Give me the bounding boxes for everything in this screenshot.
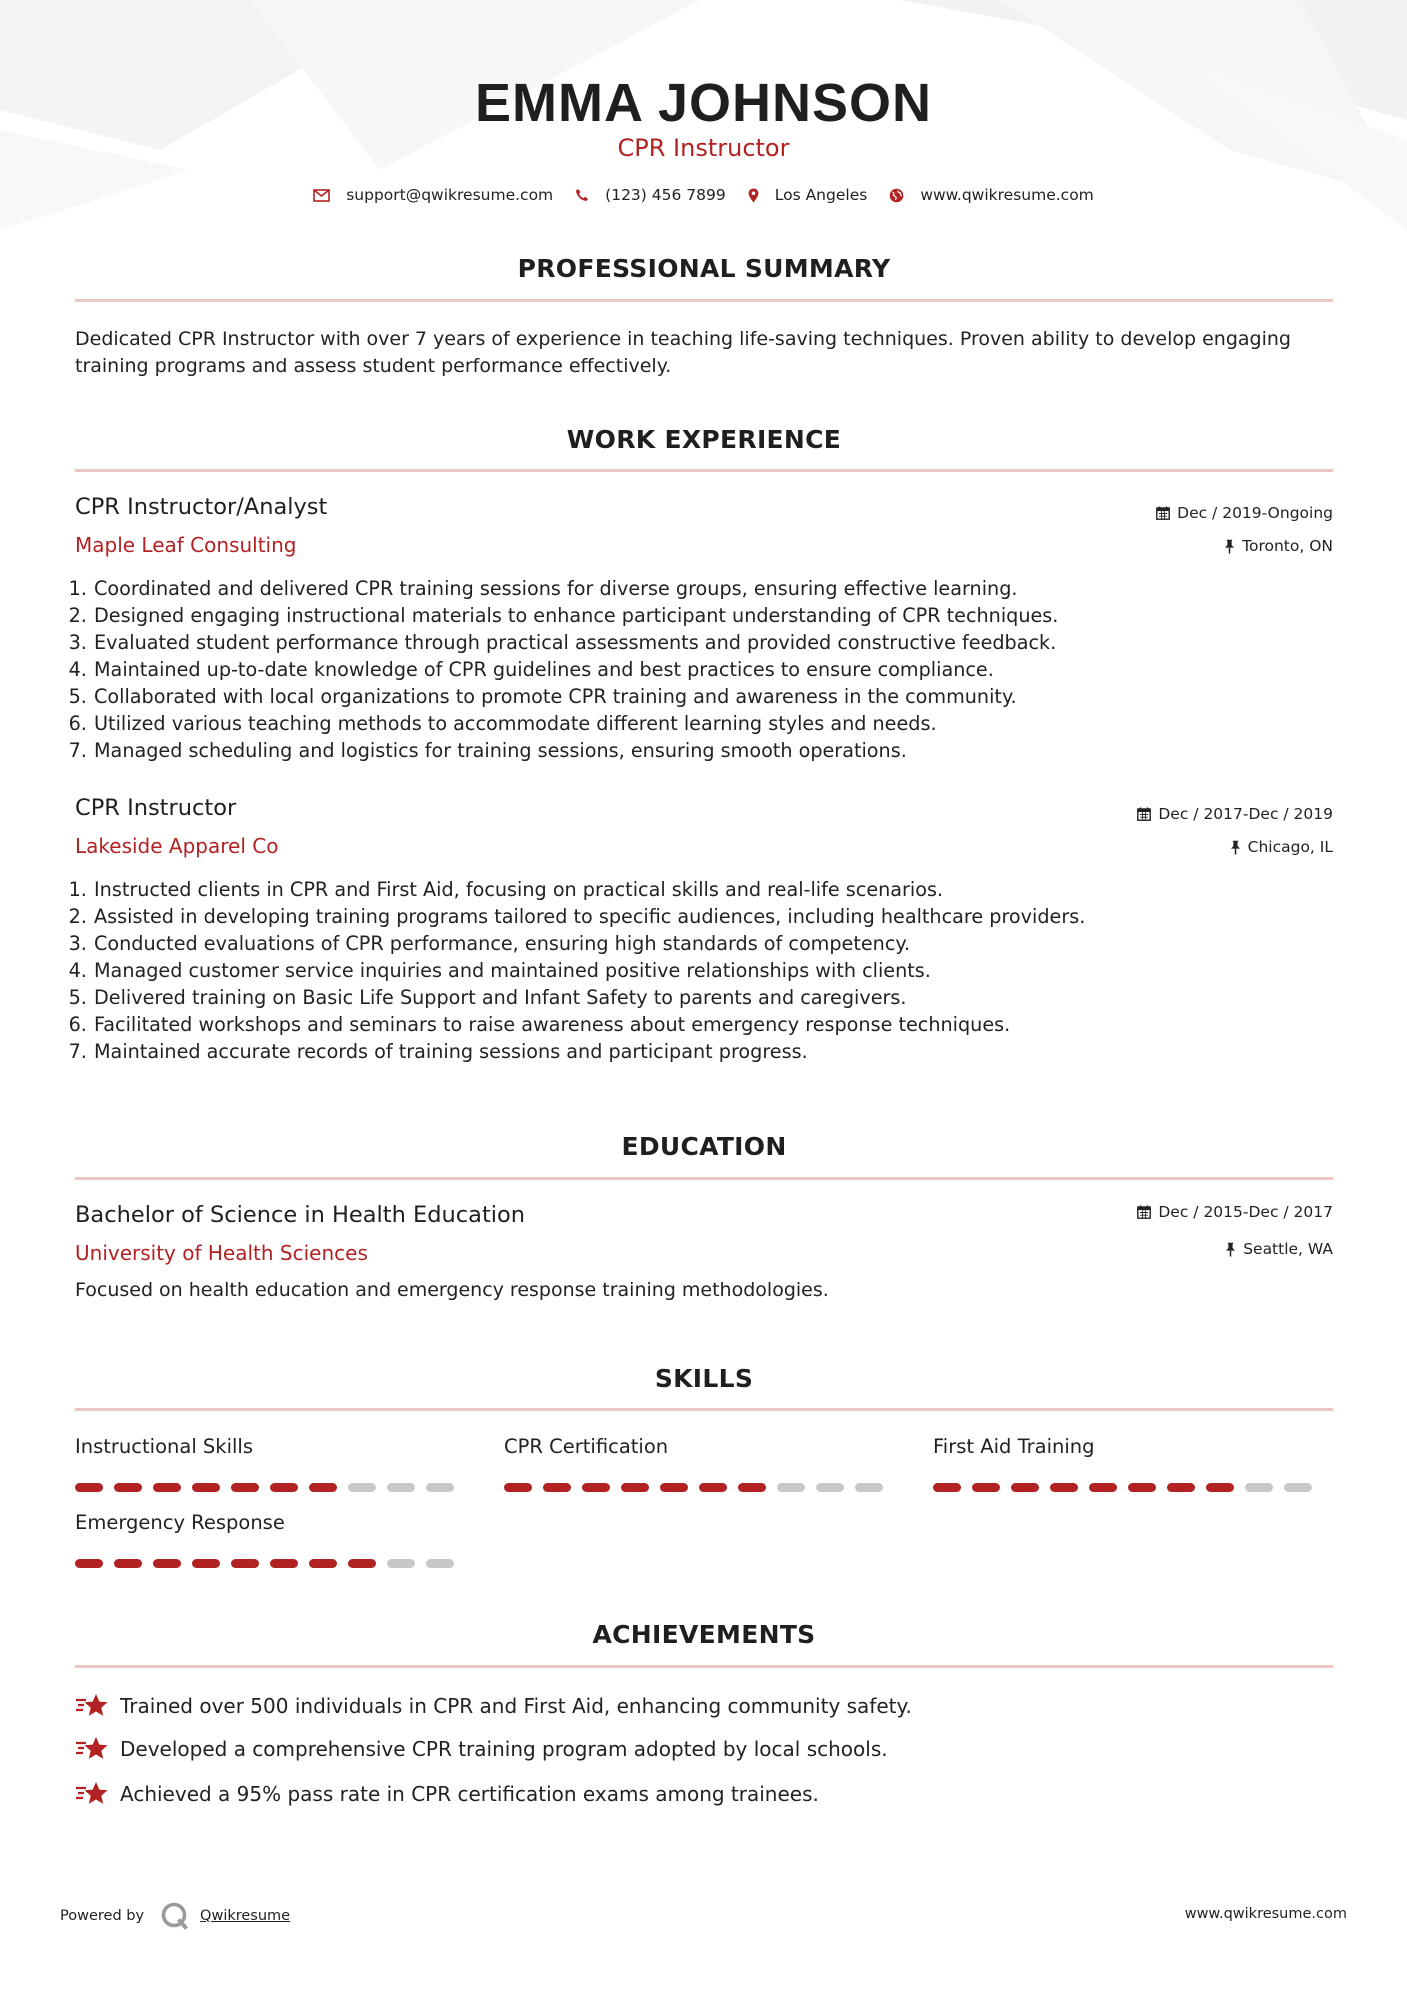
company-name: Maple Leaf Consulting xyxy=(75,533,297,557)
star-icon xyxy=(75,1735,109,1763)
job-location xyxy=(1224,537,1333,555)
job-duties-list xyxy=(75,876,1353,1065)
section-title-experience: WORK EXPERIENCE xyxy=(566,425,842,454)
skill-segment-filled xyxy=(1089,1483,1117,1492)
skill-name: First Aid Training xyxy=(933,1435,1095,1458)
skill-segment-filled xyxy=(309,1559,337,1568)
skill-segment-empty xyxy=(1284,1483,1312,1492)
skill-segment-filled xyxy=(972,1483,1000,1492)
skill-segment-filled xyxy=(738,1483,766,1492)
skill-segment-filled xyxy=(543,1483,571,1492)
degree-title: Bachelor of Science in Health Education xyxy=(75,1202,526,1228)
skill-segment-filled xyxy=(114,1483,142,1492)
skill-segment-filled xyxy=(348,1559,376,1568)
contact-website[interactable] xyxy=(889,186,1093,204)
pushpin-icon xyxy=(1224,539,1235,554)
section-title-summary: PROFESSIONAL SUMMARY xyxy=(517,254,891,283)
company-name: Lakeside Apparel Co xyxy=(75,834,279,858)
skill-segment-empty xyxy=(816,1483,844,1492)
envelope-icon xyxy=(313,189,330,202)
job-duties-list xyxy=(75,575,1353,764)
skill-segment-filled xyxy=(1011,1483,1039,1492)
duty-item: 1. Coordinated and delivered CPR training sessions for diverse groups, ensuring effective learning. xyxy=(93,575,1353,602)
skill-segment-filled xyxy=(270,1483,298,1492)
star-icon xyxy=(75,1780,109,1808)
contact-email-text: support@qwikresume.com xyxy=(346,186,554,204)
job-location xyxy=(1230,838,1333,856)
skill-segment-filled xyxy=(270,1559,298,1568)
footer-powered-by xyxy=(60,1901,290,1931)
skill-segment-filled xyxy=(231,1483,259,1492)
contact-phone[interactable] xyxy=(575,186,726,204)
footer-website-link[interactable]: www.qwikresume.com xyxy=(1184,1906,1347,1922)
section-divider xyxy=(75,299,1333,302)
contact-website-text: www.qwikresume.com xyxy=(920,186,1094,204)
section-divider xyxy=(75,1408,1333,1411)
skill-segment-filled xyxy=(1128,1483,1156,1492)
phone-icon xyxy=(575,188,589,202)
skill-segment-empty xyxy=(387,1559,415,1568)
section-divider xyxy=(75,1177,1333,1180)
skill-segment-empty xyxy=(348,1483,376,1492)
skill-segment-filled xyxy=(933,1483,961,1492)
pushpin-icon xyxy=(1230,840,1241,855)
calendar-icon xyxy=(1156,506,1170,520)
duty-item: 6. Utilized various teaching methods to accommodate different learning styles and needs. xyxy=(93,710,1353,737)
qwikresume-link[interactable]: Qwikresume xyxy=(200,1908,291,1924)
skill-level-bar xyxy=(75,1559,465,1568)
skill-segment-filled xyxy=(660,1483,688,1492)
school-name: University of Health Sciences xyxy=(75,1241,368,1265)
skill-segment-filled xyxy=(621,1483,649,1492)
duty-item: 5. Delivered training on Basic Life Support and Infant Safety to parents and caregivers. xyxy=(93,984,1353,1011)
skill-segment-filled xyxy=(114,1559,142,1568)
duty-item: 3. Evaluated student performance through practical assessments and provided constructive feedback. xyxy=(93,629,1353,656)
skill-segment-filled xyxy=(699,1483,727,1492)
job-title: CPR Instructor xyxy=(75,795,237,821)
skill-segment-filled xyxy=(582,1483,610,1492)
skill-segment-empty xyxy=(855,1483,883,1492)
achievement-item xyxy=(75,1692,912,1720)
contact-location-text: Los Angeles xyxy=(774,186,868,204)
job-dates-text: Dec / 2017-Dec / 2019 xyxy=(1158,805,1333,823)
duty-item: 6. Facilitated workshops and seminars to raise awareness about emergency response techniques. xyxy=(93,1011,1353,1038)
skill-name: Instructional Skills xyxy=(75,1435,254,1458)
achievement-text: Achieved a 95% pass rate in CPR certification exams among trainees. xyxy=(120,1782,819,1806)
skill-segment-filled xyxy=(1206,1483,1234,1492)
duty-item: 1. Instructed clients in CPR and First Aid, focusing on practical skills and real-life scenarios. xyxy=(93,876,1353,903)
skill-segment-filled xyxy=(309,1483,337,1492)
skill-segment-empty xyxy=(426,1483,454,1492)
qwikresume-logo-icon xyxy=(160,1901,190,1931)
job-dates-text: Dec / 2019-Ongoing xyxy=(1177,504,1333,522)
powered-by-label: Powered by xyxy=(60,1908,145,1924)
contact-bar xyxy=(0,186,1407,204)
skill-segment-filled xyxy=(192,1483,220,1492)
skill-level-bar xyxy=(75,1483,465,1492)
contact-phone-text: (123) 456 7899 xyxy=(605,186,726,204)
achievement-item xyxy=(75,1780,819,1808)
skill-segment-filled xyxy=(75,1483,103,1492)
education-location-text: Seattle, WA xyxy=(1243,1240,1333,1258)
section-divider xyxy=(75,469,1333,472)
section-divider xyxy=(75,1665,1333,1668)
skill-name: Emergency Response xyxy=(75,1511,285,1534)
duty-item: 5. Collaborated with local organizations to promote CPR training and awareness in the community. xyxy=(93,683,1353,710)
map-pin-icon xyxy=(748,188,759,203)
duty-item: 7. Maintained accurate records of training sessions and participant progress. xyxy=(93,1038,1353,1065)
duty-item: 3. Conducted evaluations of CPR performance, ensuring high standards of competency. xyxy=(93,930,1353,957)
duty-item: 2. Designed engaging instructional materials to enhance participant understanding of CPR techniques. xyxy=(93,602,1353,629)
job-dates xyxy=(1137,805,1333,823)
skill-segment-empty xyxy=(387,1483,415,1492)
education-location xyxy=(1225,1240,1333,1258)
skill-level-bar xyxy=(504,1483,894,1492)
duty-item: 4. Managed customer service inquiries and maintained positive relationships with clients. xyxy=(93,957,1353,984)
job-dates xyxy=(1156,504,1333,522)
skill-segment-filled xyxy=(153,1559,181,1568)
candidate-role: CPR Instructor xyxy=(617,134,790,162)
job-location-text: Chicago, IL xyxy=(1247,838,1333,856)
candidate-name: EMMA JOHNSON xyxy=(474,73,933,133)
education-dates-text: Dec / 2015-Dec / 2017 xyxy=(1158,1203,1333,1221)
skill-segment-filled xyxy=(1050,1483,1078,1492)
duty-item: 7. Managed scheduling and logistics for training sessions, ensuring smooth operations. xyxy=(93,737,1353,764)
skill-segment-empty xyxy=(1245,1483,1273,1492)
job-location-text: Toronto, ON xyxy=(1242,537,1333,555)
job-title: CPR Instructor/Analyst xyxy=(75,494,328,520)
globe-icon xyxy=(889,188,904,203)
education-dates xyxy=(1137,1203,1333,1221)
duty-item: 2. Assisted in developing training programs tailored to specific audiences, including healthcare providers. xyxy=(93,903,1353,930)
calendar-icon xyxy=(1137,1205,1151,1219)
skill-level-bar xyxy=(933,1483,1323,1492)
skill-segment-filled xyxy=(192,1559,220,1568)
skill-segment-empty xyxy=(426,1559,454,1568)
skill-segment-empty xyxy=(777,1483,805,1492)
section-title-achievements: ACHIEVEMENTS xyxy=(592,1620,816,1649)
skill-segment-filled xyxy=(75,1559,103,1568)
section-title-education: EDUCATION xyxy=(621,1132,787,1161)
star-icon xyxy=(75,1692,109,1720)
skill-segment-filled xyxy=(153,1483,181,1492)
contact-email[interactable] xyxy=(313,186,553,204)
summary-text: Dedicated CPR Instructor with over 7 years of experience in teaching life-saving techniques. Proven ability to develop engaging training programs and assess student performance effectively. xyxy=(75,328,1291,377)
skill-name: CPR Certification xyxy=(504,1435,669,1458)
contact-location xyxy=(748,186,868,204)
section-title-skills: SKILLS xyxy=(654,1364,754,1393)
achievement-text: Developed a comprehensive CPR training program adopted by local schools. xyxy=(120,1737,888,1761)
pushpin-icon xyxy=(1225,1242,1236,1257)
duty-item: 4. Maintained up-to-date knowledge of CPR guidelines and best practices to ensure compliance. xyxy=(93,656,1353,683)
skill-segment-filled xyxy=(1167,1483,1195,1492)
calendar-icon xyxy=(1137,807,1151,821)
achievement-text: Trained over 500 individuals in CPR and First Aid, enhancing community safety. xyxy=(120,1694,912,1718)
education-description: Focused on health education and emergency response training methodologies. xyxy=(75,1279,829,1301)
achievement-item xyxy=(75,1735,888,1763)
skill-segment-filled xyxy=(504,1483,532,1492)
skill-segment-filled xyxy=(231,1559,259,1568)
